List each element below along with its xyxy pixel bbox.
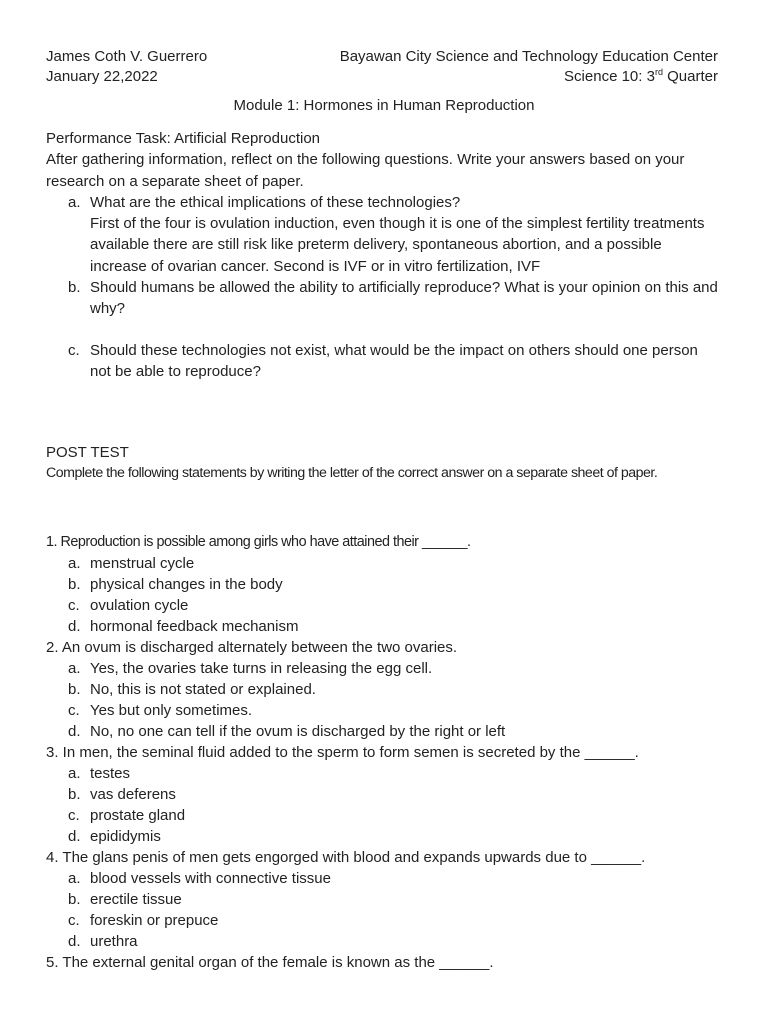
question-letter: a. (68, 193, 81, 211)
option-text: prostate gland (90, 807, 186, 824)
question-text: Should humans be allowed the ability to artificially reproduce? What is your opinion on this and why? (90, 279, 718, 318)
question-letter: b. (68, 279, 81, 297)
option (46, 784, 722, 805)
option-text: epididymis (90, 828, 161, 845)
test-item-stem: 1. Reproduction is possible among girls who have attained their ______. (46, 534, 471, 550)
option-text: erectile tissue (90, 891, 182, 908)
option (46, 574, 722, 595)
option-letter: b. (68, 576, 81, 593)
task-question-b (46, 277, 722, 320)
question-text: Should these technologies not exist, what would be the impact on others should one person not be able to reproduce? (90, 341, 698, 380)
option (46, 700, 722, 721)
option-letter: a. (68, 870, 81, 887)
option-letter: c. (68, 702, 80, 719)
task-instructions: After gathering information, reflect on the following questions. Write your answers based on your research on a separate sheet of paper. (46, 151, 685, 190)
option (46, 721, 722, 742)
option-text: physical changes in the body (90, 576, 283, 593)
task-question-a (46, 192, 722, 277)
option (46, 553, 722, 574)
student-name: James Coth V. Guerrero (46, 48, 208, 65)
option-letter: a. (68, 765, 81, 782)
option (46, 868, 722, 889)
option (46, 805, 722, 826)
option-text: vas deferens (90, 786, 176, 803)
option-letter: a. (68, 555, 81, 572)
option-text: No, this is not stated or explained. (90, 681, 316, 698)
option (46, 658, 722, 679)
test-item-stem: 2. An ovum is discharged alternately between the two ovaries. (46, 639, 458, 656)
school-name: Bayawan City Science and Technology Education Center (339, 48, 718, 65)
option-letter: a. (68, 660, 81, 677)
post-test (46, 442, 722, 485)
post-test-items (46, 532, 722, 973)
option-text: foreskin or prepuce (90, 912, 219, 929)
option-text: No, no one can tell if the ovum is discharged by the right or left (90, 723, 506, 740)
option (46, 889, 722, 910)
option-text: ovulation cycle (90, 597, 189, 614)
option-text: testes (90, 765, 131, 782)
date: January 22,2022 (46, 68, 158, 85)
option (46, 763, 722, 784)
option (46, 910, 722, 931)
option-letter: c. (68, 597, 80, 614)
answer-text: First of the four is ovulation induction, even though it is one of the simplest fertility treatments available there are still risk like preterm delivery, spontaneous abortion, and a possible increase of ovarian cancer. Second is IVF or in vitro fertilization, IVF (90, 215, 705, 275)
option-letter: d. (68, 828, 81, 845)
option-letter: d. (68, 933, 81, 950)
task-title: Performance Task: Artificial Reproduction (46, 130, 321, 147)
task-question-c (46, 340, 722, 383)
question-text: What are the ethical implications of these technologies? (90, 193, 461, 211)
option-letter: c. (68, 807, 80, 824)
option (46, 931, 722, 952)
subject-quarter: Science 10: 3rd Quarter (564, 67, 718, 85)
option-letter: b. (68, 891, 81, 908)
option-text: hormonal feedback mechanism (90, 618, 299, 635)
test-item-stem: 4. The glans penis of men gets engorged with blood and expands upwards due to ______. (46, 849, 646, 866)
option (46, 679, 722, 700)
option-letter: d. (68, 618, 81, 635)
option-text: blood vessels with connective tissue (90, 870, 331, 887)
post-test-title: POST TEST (46, 444, 129, 461)
option-text: urethra (90, 933, 138, 950)
option-text: Yes, the ovaries take turns in releasing the egg cell. (90, 660, 433, 677)
option (46, 826, 722, 847)
test-item-stem: 3. In men, the seminal fluid added to the sperm to form semen is secreted by the ______. (46, 744, 639, 761)
option-text: Yes but only sometimes. (90, 702, 253, 719)
option-letter: c. (68, 912, 80, 929)
option (46, 616, 722, 637)
module-title: Module 1: Hormones in Human Reproduction (233, 97, 535, 114)
option-text: menstrual cycle (90, 555, 195, 572)
option-letter: b. (68, 786, 81, 803)
post-test-instructions: Complete the following statements by writing the letter of the correct answer on a separate sheet of paper. (46, 465, 658, 482)
option-letter: d. (68, 723, 81, 740)
option (46, 595, 722, 616)
performance-task (46, 128, 722, 382)
option-letter: b. (68, 681, 81, 698)
question-letter: c. (68, 341, 80, 359)
test-item-stem: 5. The external genital organ of the female is known as the ______. (46, 954, 494, 971)
